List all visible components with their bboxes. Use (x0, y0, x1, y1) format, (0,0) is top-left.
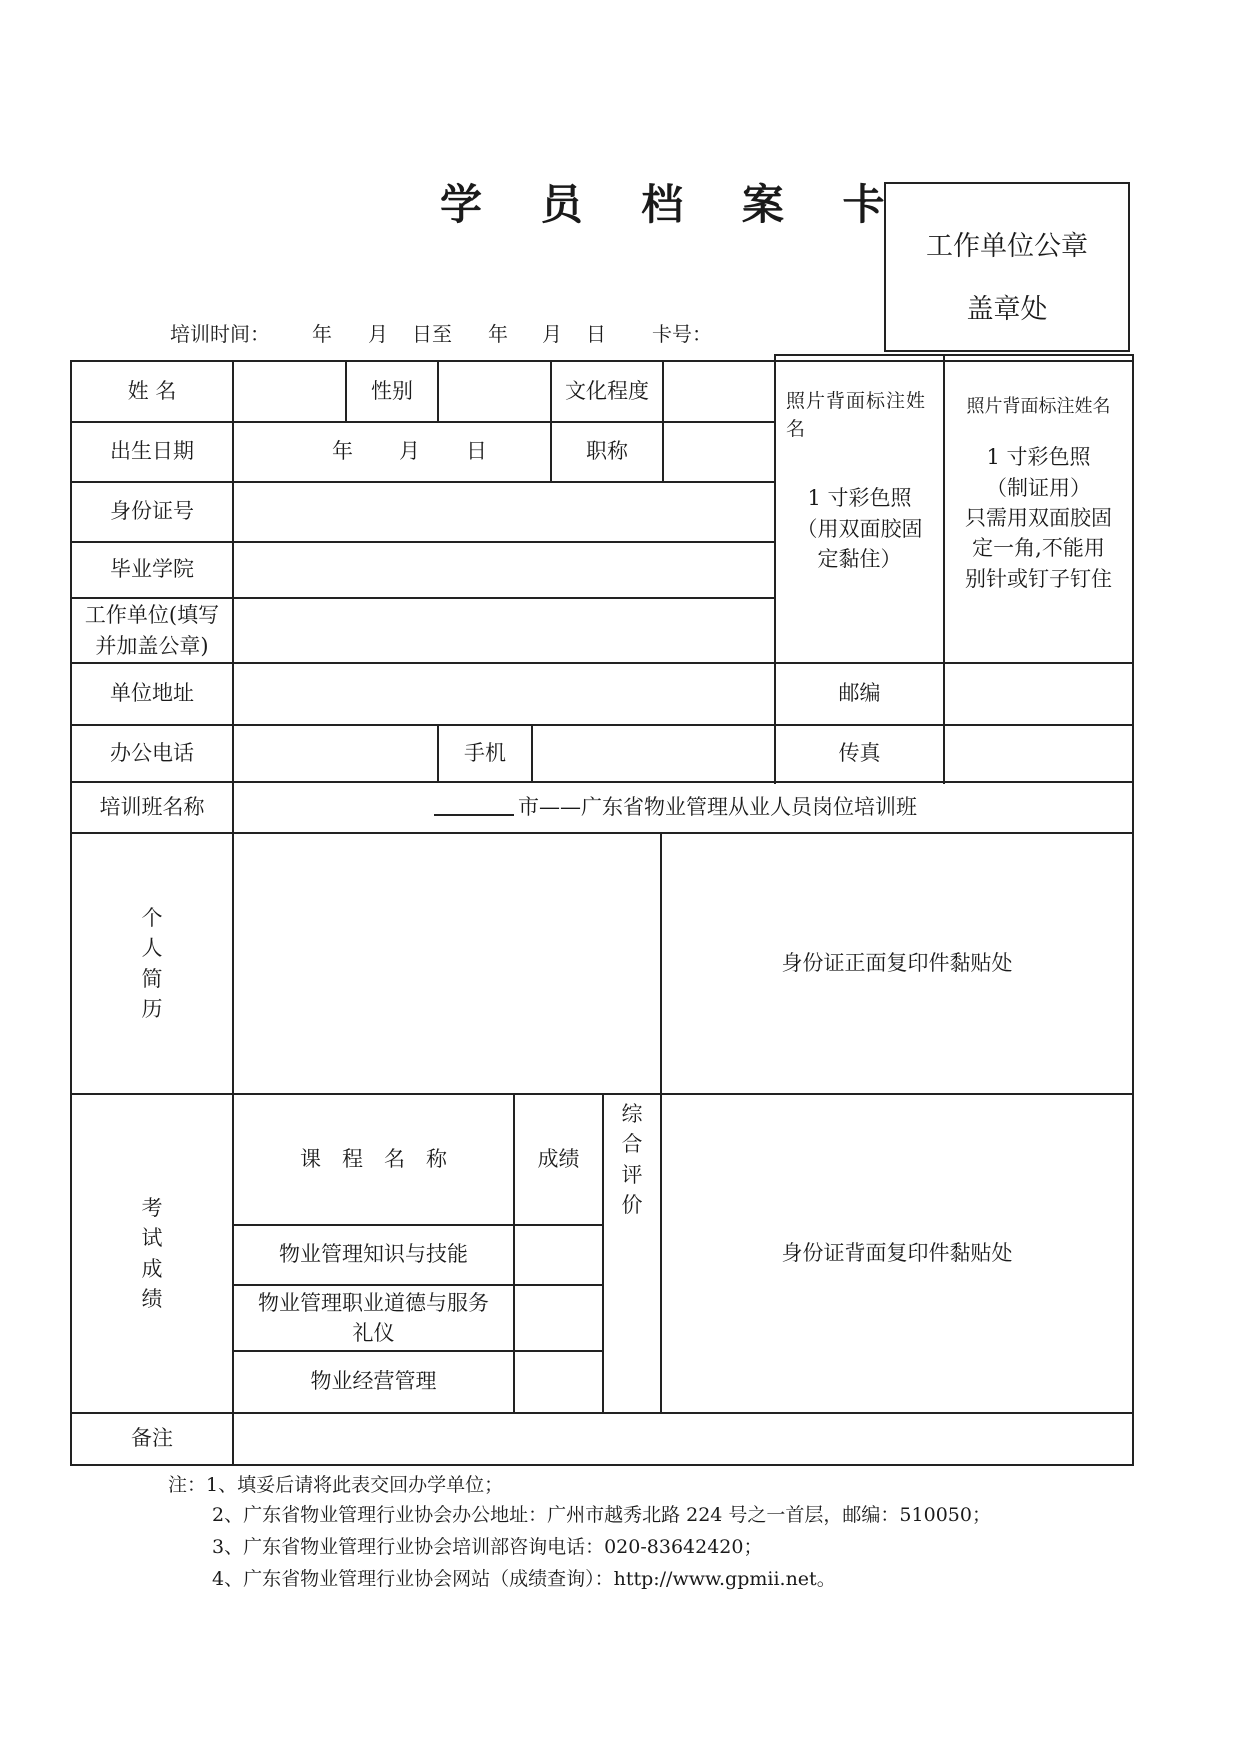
exam-label-char-3: 成 (141, 1256, 163, 1281)
title-rank-label: 职称 (586, 439, 628, 464)
year-label-2: 年 (488, 322, 508, 346)
school-label: 毕业学院 (110, 557, 194, 582)
office-phone-field[interactable] (234, 726, 437, 781)
photo-slot-2-note-line2: 定一角,不能用 (972, 536, 1105, 561)
day-label-2: 日 (586, 322, 606, 346)
photo-slot-1-spec: 1 寸彩色照 (807, 486, 912, 511)
exam-label-char-2: 试 (141, 1226, 163, 1251)
seal-location-label: 盖章处 (966, 294, 1048, 325)
eval-char-2: 合 (621, 1132, 643, 1157)
gender-field[interactable] (439, 362, 550, 421)
course-2-line1: 物业管理职业道德与服务 (258, 1290, 489, 1315)
address-field[interactable] (234, 664, 774, 724)
course-3-score-field[interactable] (515, 1352, 602, 1412)
photo-slot-1 (776, 356, 943, 662)
birth-year-label: 年 (332, 439, 353, 464)
overall-evaluation-field[interactable] (604, 1226, 660, 1412)
note-4: 4、广东省物业管理行业协会网站（成绩查询）：http://www.gpmii.net。 (212, 1568, 836, 1590)
address-label: 单位地址 (110, 681, 194, 706)
page-title: 学 员 档 案 卡 (440, 180, 907, 229)
fax-label: 传真 (838, 740, 881, 765)
photo-slot-1-label: 照片背面标注姓名 (786, 390, 927, 440)
gender-label: 性别 (371, 378, 413, 403)
education-label: 文化程度 (565, 378, 649, 403)
resume-label-char-3: 简 (141, 966, 163, 991)
course-row-1: 物业管理知识与技能 (279, 1242, 468, 1267)
exam-label-char-1: 考 (141, 1195, 163, 1220)
fax-field[interactable] (945, 726, 1132, 781)
course-row-3: 物业经营管理 (310, 1369, 437, 1394)
title-rank-field[interactable] (664, 423, 774, 481)
course-2-score-field[interactable] (515, 1286, 602, 1350)
city-blank[interactable] (434, 813, 514, 816)
work-unit-label (72, 599, 232, 662)
note-2: 2、广东省物业管理行业协会办公地址：广州市越秀北路 224 号之一首层，邮编：510050； (212, 1504, 991, 1526)
mobile-label: 手机 (464, 740, 506, 765)
note-3: 3、广东省物业管理行业协会培训部咨询电话：020-83642420； (212, 1536, 763, 1558)
overall-evaluation-header (604, 1095, 660, 1224)
photo-slot-2-label: 照片背面标注姓名 (966, 396, 1111, 417)
class-name-field[interactable] (234, 783, 1132, 832)
school-field[interactable] (234, 543, 774, 597)
postcode-field[interactable] (945, 664, 1132, 724)
work-unit-label-line1: 工作单位(填写 (84, 603, 220, 628)
course-name-header: 课 程 名 称 (300, 1146, 447, 1171)
seal-label: 工作单位公章 (926, 231, 1088, 262)
eval-char-3: 评 (621, 1162, 643, 1187)
name-field[interactable] (234, 362, 345, 421)
remarks-field[interactable] (234, 1414, 1132, 1464)
course-row-2 (234, 1286, 513, 1350)
resume-label-char-4: 历 (141, 996, 163, 1021)
year-label: 年 (312, 322, 332, 346)
id-back-paste-area: 身份证背面复印件黏贴处 (781, 1240, 1013, 1265)
photo-slot-1-note-line1: （用双面胶固 (796, 516, 923, 541)
resume-label-char-2: 人 (141, 936, 163, 961)
mobile-field[interactable] (533, 726, 774, 781)
class-name-value: 市——广东省物业管理从业人员岗位培训班 (518, 794, 917, 819)
photo-slot-2-spec-sub: （制证用） (986, 475, 1091, 500)
resume-label (72, 834, 232, 1093)
photo-slot-2-note-line3: 别针或钉子钉住 (965, 566, 1112, 591)
exam-label-char-4: 绩 (141, 1286, 163, 1311)
exam-results-label (72, 1095, 232, 1412)
card-number-label: 卡号： (652, 322, 712, 346)
id-number-field[interactable] (234, 483, 774, 541)
photo-slot-2 (945, 356, 1132, 662)
seal-box (884, 182, 1130, 352)
birth-day-label: 日 (466, 439, 487, 464)
photo-slot-2-note-line1: 只需用双面胶固 (965, 505, 1112, 530)
course-2-line2: 礼仪 (352, 1321, 395, 1345)
remarks-label: 备注 (131, 1426, 173, 1451)
id-front-paste-area: 身份证正面复印件黏贴处 (781, 950, 1013, 975)
birth-date-label: 出生日期 (110, 439, 194, 464)
class-name-label: 培训班名称 (99, 794, 205, 819)
office-phone-label: 办公电话 (110, 740, 194, 765)
note-1: 注：1、填妥后请将此表交回办学单位； (168, 1474, 504, 1496)
course-1-score-field[interactable] (515, 1226, 602, 1284)
postcode-label: 邮编 (838, 681, 881, 706)
photo-slot-1-note-line2: 定黏住） (817, 546, 902, 571)
id-number-label: 身份证号 (110, 499, 194, 524)
resume-label-char-1: 个 (141, 905, 163, 930)
birth-date-field[interactable] (234, 423, 550, 481)
birth-month-label: 月 (399, 439, 420, 464)
work-unit-field[interactable] (234, 599, 774, 662)
resume-field[interactable] (234, 834, 660, 1093)
score-header: 成绩 (537, 1146, 580, 1171)
month-label: 月 (368, 322, 388, 346)
eval-char-1: 综 (621, 1101, 643, 1126)
training-time-label: 培训时间： (170, 322, 270, 346)
photo-slot-2-spec: 1 寸彩色照 (986, 445, 1091, 470)
month-label-2: 月 (542, 322, 562, 346)
eval-char-4: 价 (621, 1192, 643, 1217)
work-unit-label-line2: 并加盖公章) (95, 633, 209, 658)
day-to-label: 日至 (412, 322, 452, 346)
education-field[interactable] (664, 362, 774, 421)
name-label: 姓 名 (127, 378, 177, 403)
